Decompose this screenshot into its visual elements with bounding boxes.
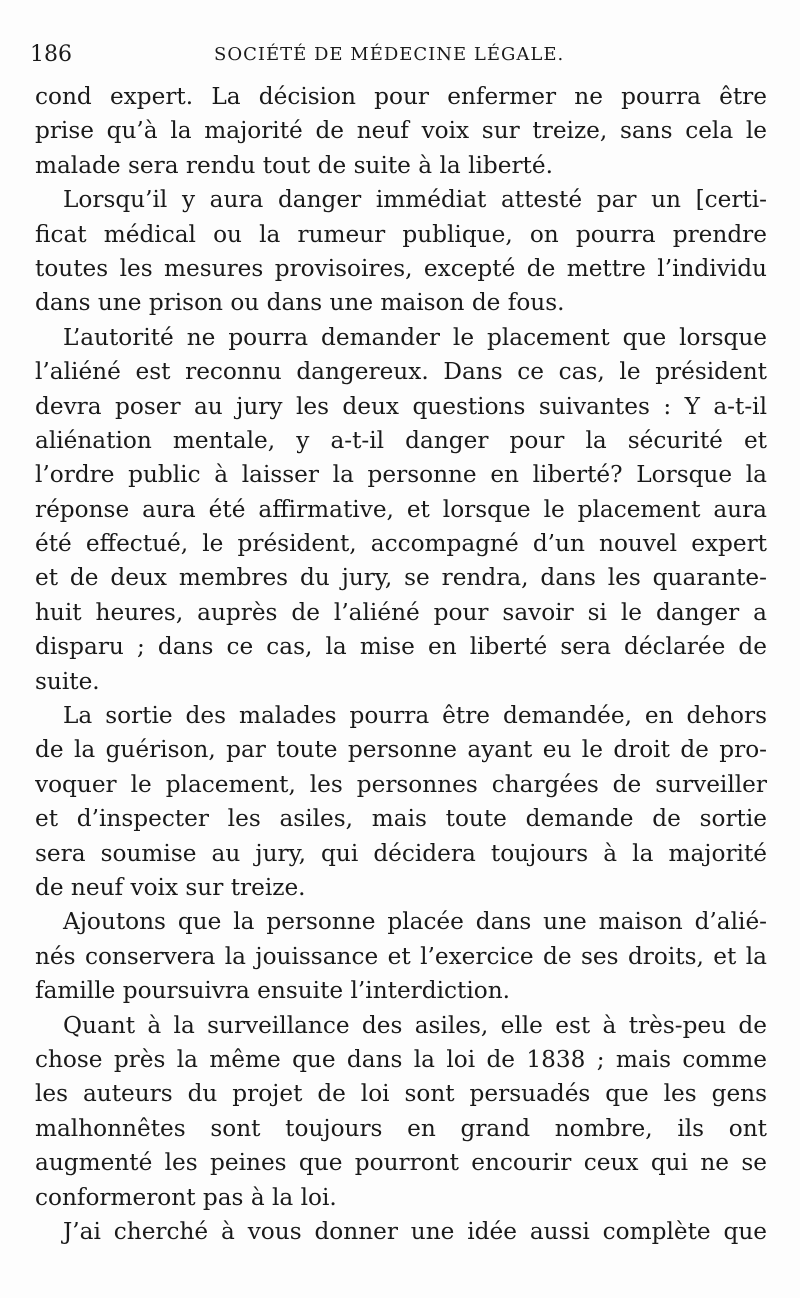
text-line: Lorsqu’il y aura danger immédiat attesté par un [certi-	[63, 186, 767, 214]
text-line: toutes les mesures provisoires, excepté de mettre l’individu	[35, 254, 767, 282]
text-line: réponse aura été affirmative, et lorsque le placement aura	[35, 495, 767, 523]
text-line: et d’inspecter les asiles, mais toute demande de sortie	[35, 805, 767, 833]
text-line: La sortie des malades pourra être demandée, en dehors	[63, 702, 767, 730]
text-line: voquer le placement, les personnes chargées de surveiller	[35, 770, 767, 798]
text-line: J’ai cherché à vous donner une idée aussi complète que	[63, 1217, 767, 1245]
text-line: cond expert. La décision pour enfermer ne pourra être	[35, 83, 767, 110]
text-line: disparu ; dans ce cas, la mise en liberté sera déclarée de	[35, 633, 767, 661]
text-line: l’ordre public à laisser la personne en liberté? Lorsque la	[35, 461, 767, 489]
text-line: Ajoutons que la personne placée dans une maison d’alié-	[63, 908, 767, 936]
text-line: L’autorité ne pourra demander le placement que lorsque	[63, 323, 767, 351]
text-line: de neuf voix sur treize.	[35, 873, 306, 901]
text-line: famille poursuivra ensuite l’interdiction.	[35, 977, 511, 1005]
text-line: chose près la même que dans la loi de 1838 ; mais comme	[35, 1045, 767, 1073]
text-line: l’aliéné est reconnu dangereux. Dans ce cas, le président	[35, 358, 767, 386]
text-line: augmenté les peines que pourront encourir ceux qui ne se	[35, 1149, 767, 1177]
text-line: de la guérison, par toute personne ayant eu le droit de pro-	[35, 736, 767, 764]
text-line: aliénation mentale, y a-t-il danger pour la sécurité et	[35, 426, 767, 454]
text-line: dans une prison ou dans une maison de fous.	[35, 289, 565, 317]
text-line: nés conservera la jouissance et l’exercice de ses droits, et la	[35, 942, 767, 970]
text-line: les auteurs du projet de loi sont persuadés que les gens	[35, 1080, 767, 1108]
text-line: prise qu’à la majorité de neuf voix sur treize, sans cela le	[35, 117, 767, 145]
text-line: sera soumise au jury, qui décidera toujours à la majorité	[35, 839, 767, 867]
text-line: ficat médical ou la rumeur publique, on pourra prendre	[35, 220, 767, 248]
running-title: SOCIÉTÉ DE MÉDECINE LÉGALE.	[214, 44, 565, 65]
text-line: huit heures, auprès de l’aliéné pour savoir si le danger a	[35, 598, 767, 626]
text-line: Quant à la surveillance des asiles, elle est à très-peu de	[63, 1011, 767, 1039]
text-line: malade sera rendu tout de suite à la liberté.	[35, 151, 553, 179]
text-line: conformeront pas à la loi.	[35, 1183, 337, 1211]
text-line: devra poser au jury les deux questions suivantes : Y a-t-il	[35, 392, 767, 420]
text-line: suite.	[35, 667, 100, 695]
body-text	[35, 80, 767, 1249]
page-number: 186	[30, 42, 72, 67]
text-line: été effectué, le président, accompagné d’un nouvel expert	[35, 530, 767, 558]
running-head	[30, 42, 770, 72]
text-line: malhonnêtes sont toujours en grand nombre, ils ont	[35, 1114, 767, 1142]
text-line: et de deux membres du jury, se rendra, dans les quarante-	[35, 564, 767, 592]
